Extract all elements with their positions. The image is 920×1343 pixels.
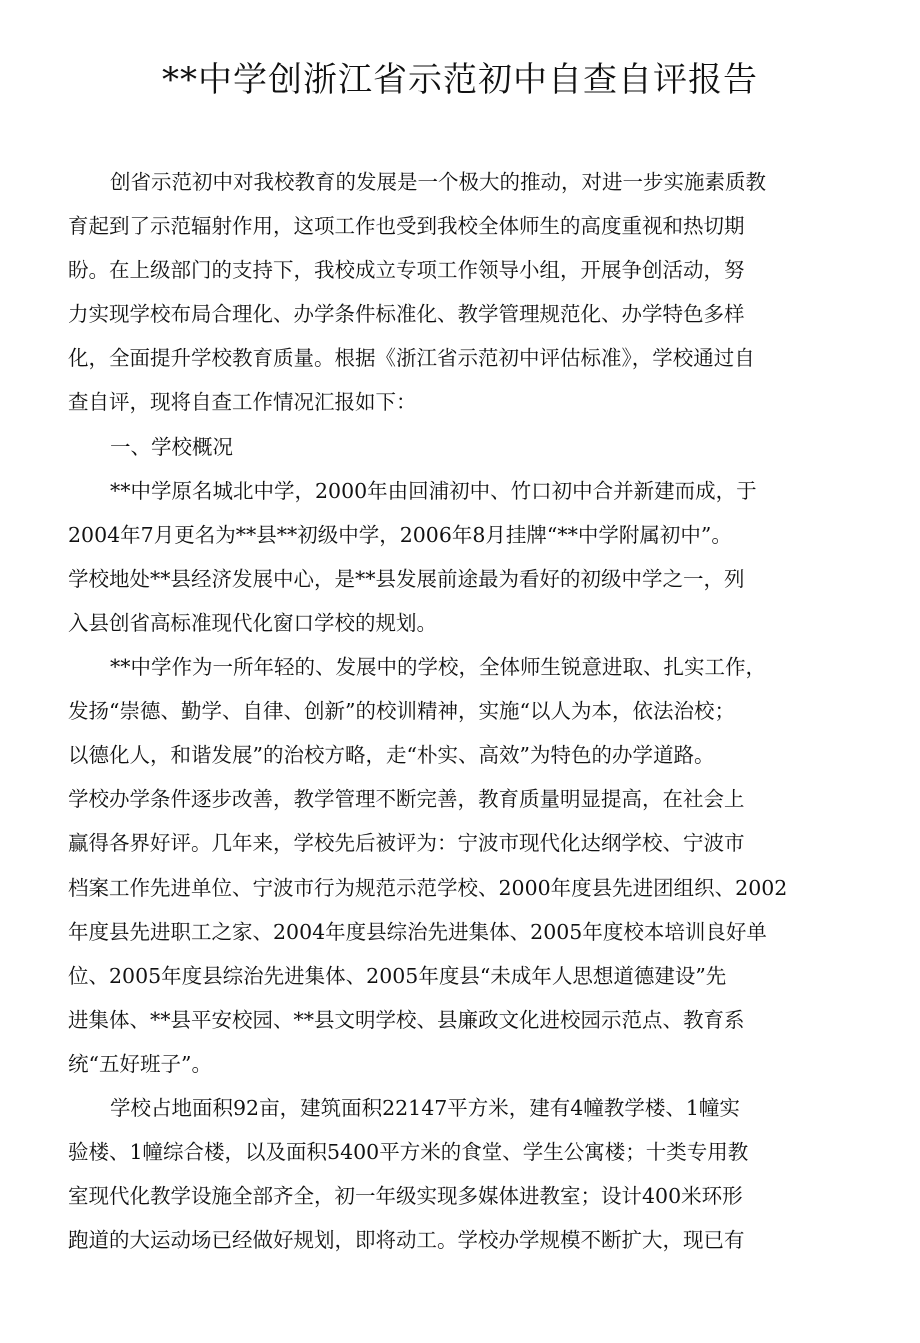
paragraph-line: 育起到了示范辐射作用，这项工作也受到我校全体师生的高度重视和热切期: [68, 214, 745, 239]
paragraph-line: 年度县先进职工之家、2004年度县综治先进集体、2005年度校本培训良好单: [68, 919, 767, 944]
document-body: [68, 160, 808, 1262]
paragraph-line: **中学原名城北中学，2000年由回浦初中、竹口初中合并新建而成，于: [110, 478, 757, 503]
paragraph-line: 跑道的大运动场已经做好规划，即将动工。学校办学规模不断扩大，现已有: [68, 1228, 745, 1253]
paragraph-line: 盼。在上级部门的支持下，我校成立专项工作领导小组，开展争创活动，努: [68, 258, 745, 283]
paragraph-line: 赢得各界好评。几年来，学校先后被评为：宁波市现代化达纲学校、宁波市: [68, 831, 745, 856]
paragraph-line: 以德化人，和谐发展”的治校方略，走“朴实、高效”为特色的办学道路。: [68, 743, 715, 768]
paragraph-line: 室现代化教学设施全部齐全，初一年级实现多媒体进教室；设计400米环形: [68, 1184, 743, 1209]
section-heading: 一、学校概况: [110, 434, 233, 459]
paragraph-line: 化，全面提升学校教育质量。根据《浙江省示范初中评估标准》，学校通过自: [68, 346, 755, 371]
paragraph-line: 学校地处**县经济发展中心，是**县发展前途最为看好的初级中学之一，列: [68, 566, 745, 591]
paragraph-line: 学校办学条件逐步改善，教学管理不断完善，教育质量明显提高，在社会上: [68, 787, 745, 812]
paragraph-line: 查自评，现将自查工作情况汇报如下：: [68, 390, 417, 415]
paragraph-line: 进集体、**县平安校园、**县文明学校、县廉政文化进校园示范点、教育系: [68, 1007, 745, 1032]
paragraph-line: 发扬“崇德、勤学、自律、创新”的校训精神，实施“以人为本，依法治校；: [68, 699, 735, 724]
paragraph-line: 2004年7月更名为**县**初级中学，2006年8月挂牌“**中学附属初中”。: [68, 522, 732, 547]
paragraph-line: 学校占地面积92亩，建筑面积22147平方米，建有4幢教学楼、1幢实: [110, 1095, 740, 1120]
paragraph-line: 力实现学校布局合理化、办学条件标准化、教学管理规范化、办学特色多样: [68, 302, 745, 327]
document-title: **中学创浙江省示范初中自查自评报告: [162, 60, 758, 100]
paragraph-line: 位、2005年度县综治先进集体、2005年度县“未成年人思想道德建设”先: [68, 963, 727, 988]
paragraph-line: 入县创省高标准现代化窗口学校的规划。: [68, 610, 437, 635]
paragraph-line: 档案工作先进单位、宁波市行为规范示范学校、2000年度县先进团组织、2002: [68, 875, 788, 900]
paragraph-line: 验楼、1幢综合楼，以及面积5400平方米的食堂、学生公寓楼；十类专用教: [68, 1140, 749, 1165]
paragraph-line: 统“五好班子”。: [68, 1051, 212, 1076]
paragraph-line: 创省示范初中对我校教育的发展是一个极大的推动，对进一步实施素质教: [110, 170, 766, 194]
paragraph-line: **中学作为一所年轻的、发展中的学校，全体师生锐意进取、扎实工作，: [110, 655, 766, 680]
